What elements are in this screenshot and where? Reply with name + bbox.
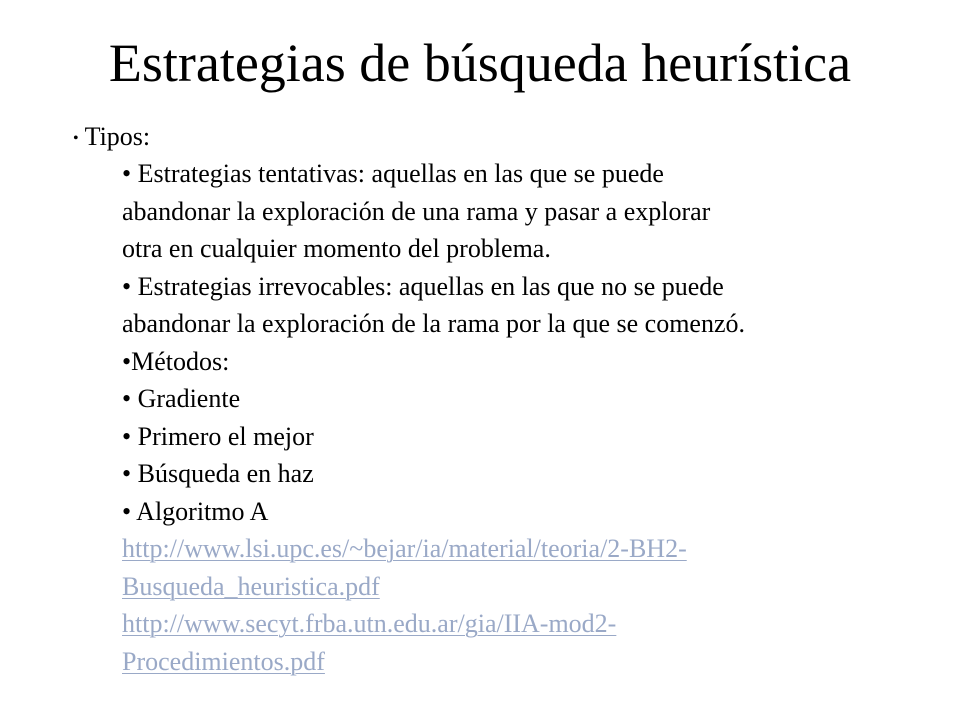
text-line-irrevocables-1: • Estrategias irrevocables: aquellas en las que no se puede (122, 271, 724, 301)
link-bejar-line-1[interactable] (122, 530, 942, 568)
tipos-heading (73, 119, 150, 157)
list-item-busqueda-en-haz: • Búsqueda en haz (122, 459, 314, 488)
text-line-tentativas-2: abandonar la exploración de una rama y pasar a explorar (122, 196, 711, 226)
text-line-tentativas-1: • Estrategias tentativas: aquellas en las que se puede (122, 159, 664, 188)
link-secyt-line-1[interactable] (122, 605, 942, 643)
list-item-primero-el-mejor: • Primero el mejor (122, 421, 314, 451)
link-secyt-part-2[interactable]: Procedimientos.pdf (122, 646, 325, 676)
text-line-irrevocables-2: abandonar la exploración de la rama por la que se comenzó. (122, 309, 745, 338)
link-bejar-line-2[interactable] (122, 568, 942, 606)
list-item-gradiente: • Gradiente (122, 384, 241, 413)
slide-title: Estrategias de búsqueda heurística (108, 33, 852, 93)
slide-body (122, 155, 942, 680)
link-secyt-line-2[interactable] (122, 643, 942, 681)
bullet-icon: • (73, 130, 79, 148)
list-item-algoritmo-a: • Algoritmo A (122, 496, 269, 526)
text-line-metodos: •Métodos: (122, 346, 230, 376)
link-bejar-part-2[interactable]: Busqueda_heuristica.pdf (122, 571, 380, 601)
tipos-label: Tipos: (84, 122, 151, 151)
link-bejar-part-1[interactable]: http://www.lsi.upc.es/~bejar/ia/material/teoria/2-BH2- (122, 534, 687, 563)
link-secyt-part-1[interactable]: http://www.secyt.frba.utn.edu.ar/gia/IIA-mod2- (122, 609, 617, 638)
text-line-tentativas-3: otra en cualquier momento del problema. (122, 234, 551, 263)
